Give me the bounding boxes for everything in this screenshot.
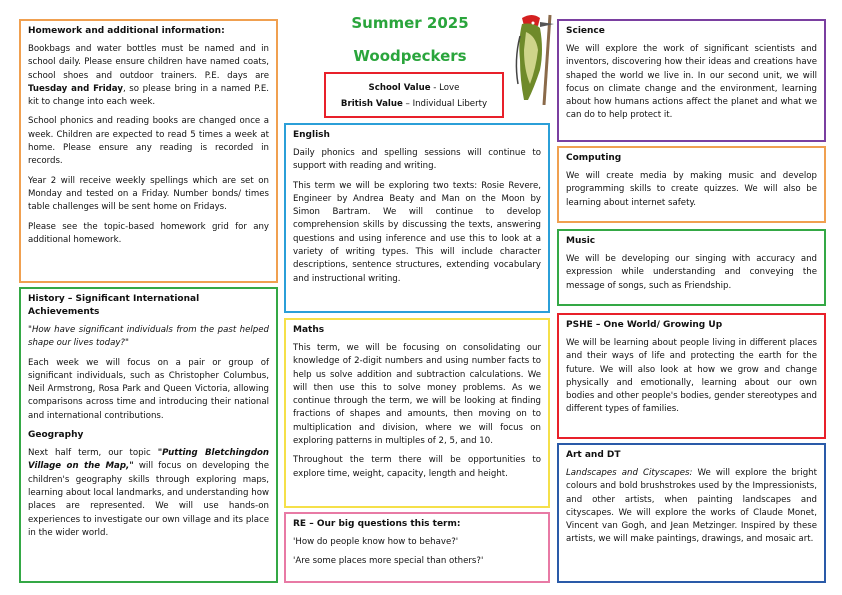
school-value-label: School Value [368, 83, 431, 93]
maths-para-2: Throughout the term there will be opportunities to explore time, weight, capacity, length and height. [293, 455, 541, 479]
history-body: Each week we will focus on a pair or group of significant individuals, such as Christopher Columbus, Neil Armstrong, Rosa Park and Queen Victoria, allowing comparisons across time and introducing their national and international contributions. [28, 357, 269, 421]
term-title: Summer 2025 [351, 14, 469, 32]
geography-body: Next half term, our topic "Putting Bletchingdon Village on the Map," will focus on developing the children's geography skills through exploring maps, learning about local landmarks, and understanding how places are represented. We will use hands-on experiences to investigate our own village and its place in the wider world. [28, 448, 269, 538]
art-dt-section [557, 443, 826, 583]
british-value-label: British Value [340, 99, 403, 109]
art-title: Art and DT [566, 450, 621, 460]
homework-para-4: Please see the topic-based homework grid for any additional homework. [28, 221, 269, 245]
english-title: English [293, 130, 330, 140]
history-quote: "How have significant individuals from the past helped shape our lives today?" [28, 325, 269, 349]
computing-title: Computing [566, 153, 622, 163]
pshe-title: PSHE – One World/ Growing Up [566, 320, 723, 330]
pshe-body: We will be learning about people living in different places and their ways of life and protecting the earth for the future. We will also look at how we grow and change physically and emotionally, learning about our own bodies and other people's bodies, gender stereotypes and different types of families. [566, 338, 817, 415]
computing-body: We will create media by making music and develop programming skills to create quizzes. We will also be learning about internet safety. [566, 171, 817, 208]
homework-para-3: Year 2 will receive weekly spellings which are set on Monday and tested on a Friday. Number bonds/ times table challenges will be sent home on Fridays. [28, 175, 269, 213]
art-body: Landscapes and Cityscapes: We will explore the bright colours and bold brushstrokes used by the Impressionists, and other artists, when painting landscapes and cityscapes. We will explore the works of Claude Monet, Vincent van Gogh, and Jean Metzinger. Inspired by these artists, we will make paintings, drawings, and mosaic art. [566, 468, 817, 545]
woodpecker-icon [500, 10, 556, 105]
music-body: We will be developing our singing with accuracy and expression while understanding and conveying the message of songs, such as Friendship. [566, 254, 817, 291]
school-value: Love [439, 83, 460, 93]
homework-title: Homework and additional information: [28, 26, 225, 36]
re-section [284, 512, 550, 583]
computing-section [557, 146, 826, 223]
science-section [557, 19, 826, 142]
british-value: Individual Liberty [412, 99, 488, 109]
maths-para-1: This term, we will be focusing on consolidating our knowledge of 2-digit numbers and using number facts to help us solve addition and subtraction calculations. We will then use this to solve money problems. As we continue through the term, we will be looking at finding fractions of shapes and amounts, then moving on to multiplication and division, where we will focus on exploring patterns in multiples of 2, 5, and 10. [293, 343, 541, 447]
geography-title: Geography [28, 430, 84, 441]
class-title: Woodpeckers [353, 47, 467, 65]
history-title: History – Significant International Achievements [28, 294, 200, 317]
maths-section [284, 318, 550, 508]
english-para-1: Daily phonics and spelling sessions will continue to support with reading and writing. [293, 148, 541, 172]
values-box: School Value - Love British Value – Individual Liberty [324, 72, 504, 118]
science-title: Science [566, 26, 605, 36]
re-title: RE – Our big questions this term: [293, 519, 461, 529]
re-question-1: 'How do people know how to behave?' [293, 537, 459, 547]
maths-title: Maths [293, 325, 325, 335]
english-section [284, 123, 550, 313]
homework-para-2: School phonics and reading books are changed once a week. Children are expected to read 5 times a week at home. Please ensure any reading is recorded in records. [28, 116, 269, 167]
homework-section [19, 19, 278, 283]
homework-para-1: Bookbags and water bottles must be named and in school daily. Please ensure children have named coats, school shoes and outdoor trainers. P.E. days are Tuesday and Friday, so please bring in a named P.E. kit to change into each week. [28, 44, 269, 108]
pshe-section [557, 313, 826, 439]
english-para-2: This term we will be exploring two texts: Rosie Revere, Engineer by Andrea Beaty and Man on the Moon by Simon Bartram. We will continue to develop comprehension skills by discussing the texts, answering questions and using inference and use this to look at a variety of writing types. This will include character descriptions, sentence structures, extending vocabulary and instructional writing. [293, 180, 541, 284]
re-question-2: 'Are some places more special than others?' [293, 556, 484, 567]
music-section [557, 229, 826, 306]
music-title: Music [566, 236, 596, 246]
history-geography-section [19, 287, 278, 583]
science-body: We will explore the work of significant scientists and inventors, discovering how their ideas and creations have shaped the world we live in. In our second unit, we will focus on climate change and the environment, learning about how humans actions affect the planet and what we can do to help protect it. [566, 44, 817, 121]
